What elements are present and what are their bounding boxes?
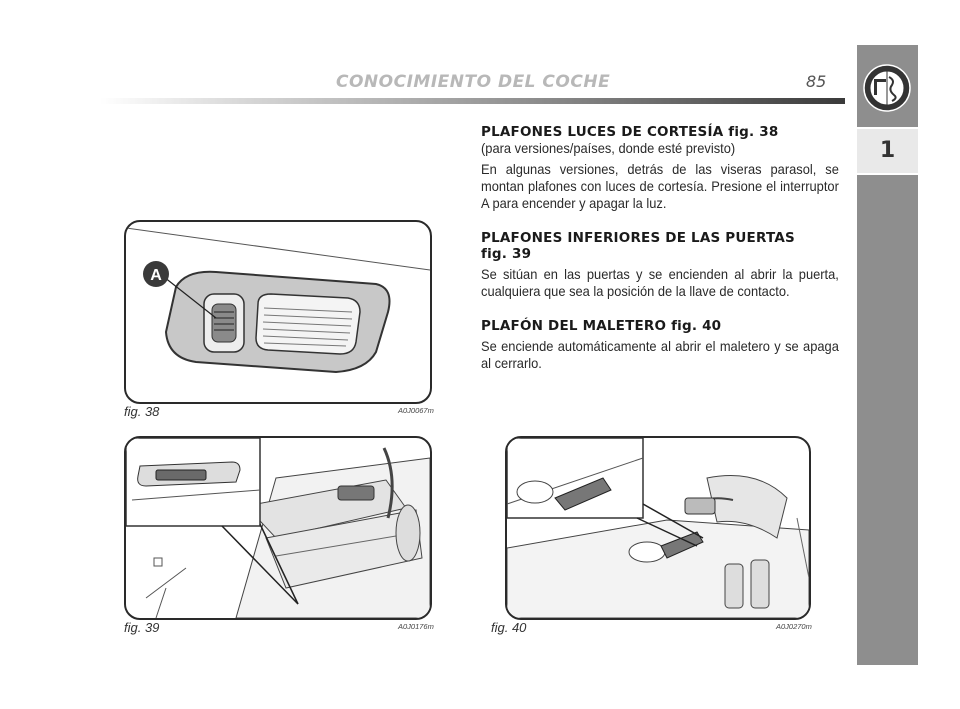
header-rule xyxy=(100,98,845,104)
section-heading: PLAFONES INFERIORES DE LAS PUERTAS xyxy=(481,230,795,246)
text-column xyxy=(481,124,839,372)
figure-caption: fig. 39 xyxy=(124,620,160,635)
section-heading: PLAFÓN DEL MALETERO fig. 40 xyxy=(481,318,722,334)
page-number: 85 xyxy=(806,72,827,91)
alfa-romeo-badge-icon xyxy=(862,63,912,113)
courtesy-light-illustration xyxy=(126,222,430,402)
section-body: En algunas versiones, detrás de las viseras parasol, se montan plafones con luces de cortesía. Presione el interruptor A para encender y apagar la luz. xyxy=(481,161,839,211)
section-heading: PLAFONES LUCES DE CORTESÍA fig. 38 xyxy=(481,124,779,140)
figure-caption: fig. 38 xyxy=(124,404,160,419)
figure-caption: fig. 40 xyxy=(491,620,527,635)
door-light-illustration xyxy=(126,438,430,618)
section-subtitle: (para versiones/países, donde esté previsto) xyxy=(481,140,736,156)
chapter-box[interactable] xyxy=(857,127,918,175)
trunk-light-illustration xyxy=(507,438,809,618)
figure-40 xyxy=(505,436,811,620)
section-heading: fig. 39 xyxy=(481,246,532,262)
section-body: Se sitúan en las puertas y se encienden al abrir la puerta, cualquiera que sea la posición de la llave de contacto. xyxy=(481,266,839,299)
figure-38 xyxy=(124,220,432,404)
figure-code: A0J0067m xyxy=(398,406,434,415)
callout-a: A xyxy=(150,267,162,284)
section-body: Se enciende automáticamente al abrir el maletero y se apaga al cerrarlo. xyxy=(481,338,839,371)
figure-39 xyxy=(124,436,432,620)
figure-code: A0J0176m xyxy=(398,622,434,631)
figure-code: A0J0270m xyxy=(776,622,812,631)
chapter-number: 1 xyxy=(879,138,896,163)
chapter-title: CONOCIMIENTO DEL COCHE xyxy=(336,72,611,92)
